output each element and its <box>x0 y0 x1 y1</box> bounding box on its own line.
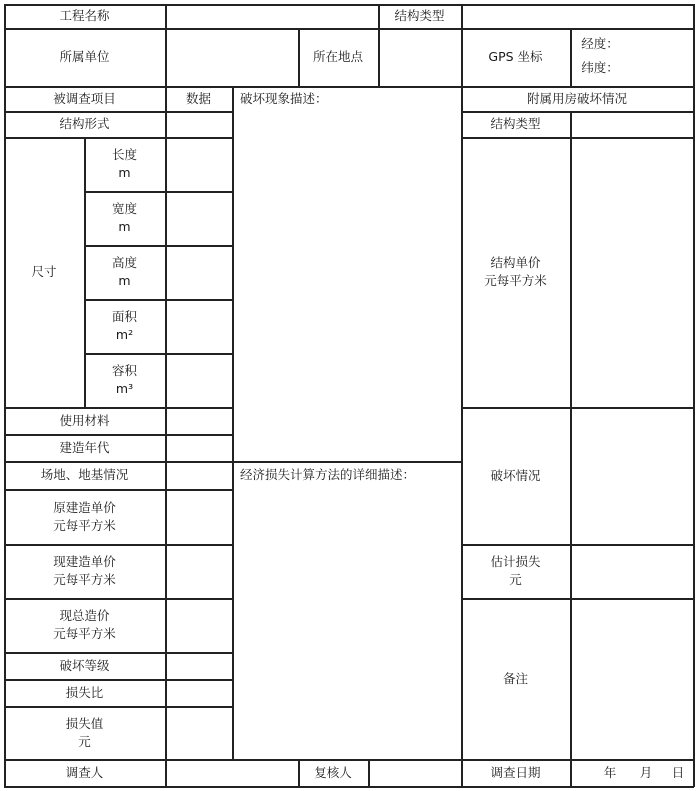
label-loss-ratio: 损失比 <box>65 684 104 700</box>
label-investigator: 调查人 <box>65 765 104 780</box>
field-height[interactable] <box>165 245 232 299</box>
label-material: 使用材料 <box>59 412 110 428</box>
field-reviewer[interactable] <box>368 759 461 787</box>
field-length[interactable] <box>165 137 232 191</box>
label-volume: 容积 m³ <box>111 363 137 396</box>
label-structure-form: 结构形式 <box>59 116 110 131</box>
label-total-cost: 现总造价 元每平方米 <box>53 608 116 641</box>
label-longitude: 经度： <box>581 36 619 51</box>
label-remarks: 备注 <box>502 670 528 686</box>
field-damage-status[interactable] <box>570 407 693 544</box>
label-data: 数据 <box>185 90 211 106</box>
field-area[interactable] <box>165 299 232 353</box>
field-est-loss[interactable] <box>570 544 693 598</box>
border-right <box>693 4 695 787</box>
label-height: 高度 m <box>111 255 137 288</box>
field-unit[interactable] <box>165 28 298 86</box>
field-loss-value[interactable] <box>165 706 232 759</box>
label-year: 年 <box>603 765 617 780</box>
label-attached-structure-type: 结构类型 <box>490 116 541 131</box>
label-damage-status: 破坏情况 <box>490 467 541 483</box>
label-area: 面积 m² <box>111 309 137 342</box>
survey-form <box>4 4 694 787</box>
label-reviewer: 复核人 <box>314 765 352 780</box>
field-damage-desc[interactable] <box>234 110 460 460</box>
col-e-footer <box>570 759 572 787</box>
label-structure-type: 结构类型 <box>394 8 445 23</box>
field-remarks[interactable] <box>570 598 693 759</box>
label-project-name: 工程名称 <box>59 8 110 23</box>
label-latitude: 纬度： <box>581 60 619 75</box>
label-survey-item: 被调查项目 <box>53 90 116 106</box>
field-location[interactable] <box>378 28 461 86</box>
field-build-year[interactable] <box>165 434 232 461</box>
field-attached-structure-type[interactable] <box>570 111 693 137</box>
field-structure-type[interactable] <box>461 4 693 28</box>
field-econ-desc[interactable] <box>234 490 460 758</box>
label-survey-date: 调查日期 <box>490 765 541 780</box>
field-structure-form[interactable] <box>165 111 232 137</box>
label-loss-value: 损失值 元 <box>65 715 104 749</box>
label-damage-desc: 破坏现象描述： <box>240 91 328 106</box>
field-site-condition[interactable] <box>165 461 232 489</box>
field-damage-level[interactable] <box>165 652 232 679</box>
field-total-cost[interactable] <box>165 598 232 652</box>
label-est-loss: 估计损失 元 <box>490 554 541 587</box>
label-width: 宽度 m <box>111 201 137 234</box>
field-material[interactable] <box>165 407 232 434</box>
label-build-year: 建造年代 <box>59 439 110 455</box>
label-size: 尺寸 <box>31 264 57 279</box>
label-curr-price: 现建造单价 元每平方米 <box>53 554 116 587</box>
label-econ-desc: 经济损失计算方法的详细描述： <box>240 467 416 482</box>
label-length: 长度 m <box>111 147 137 180</box>
label-location: 所在地点 <box>312 49 363 64</box>
field-volume[interactable] <box>165 353 232 407</box>
field-investigator[interactable] <box>165 759 298 787</box>
label-orig-price: 原建造单价 元每平方米 <box>53 499 116 533</box>
label-gps: GPS 坐标 <box>488 49 543 64</box>
label-site-condition: 场地、地基情况 <box>40 467 129 482</box>
label-unit-price: 结构单价 元每平方米 <box>484 255 547 288</box>
label-month: 月 <box>639 765 653 780</box>
field-curr-price[interactable] <box>165 544 232 598</box>
field-width[interactable] <box>165 191 232 245</box>
field-project-name[interactable] <box>165 4 378 28</box>
label-day: 日 <box>671 765 685 780</box>
label-unit: 所属单位 <box>59 49 110 64</box>
field-orig-price[interactable] <box>165 489 232 544</box>
field-unit-price[interactable] <box>570 137 693 407</box>
field-loss-ratio[interactable] <box>165 679 232 706</box>
label-attached-house: 附属用房破坏情况 <box>526 90 627 106</box>
label-damage-level: 破坏等级 <box>59 657 110 673</box>
